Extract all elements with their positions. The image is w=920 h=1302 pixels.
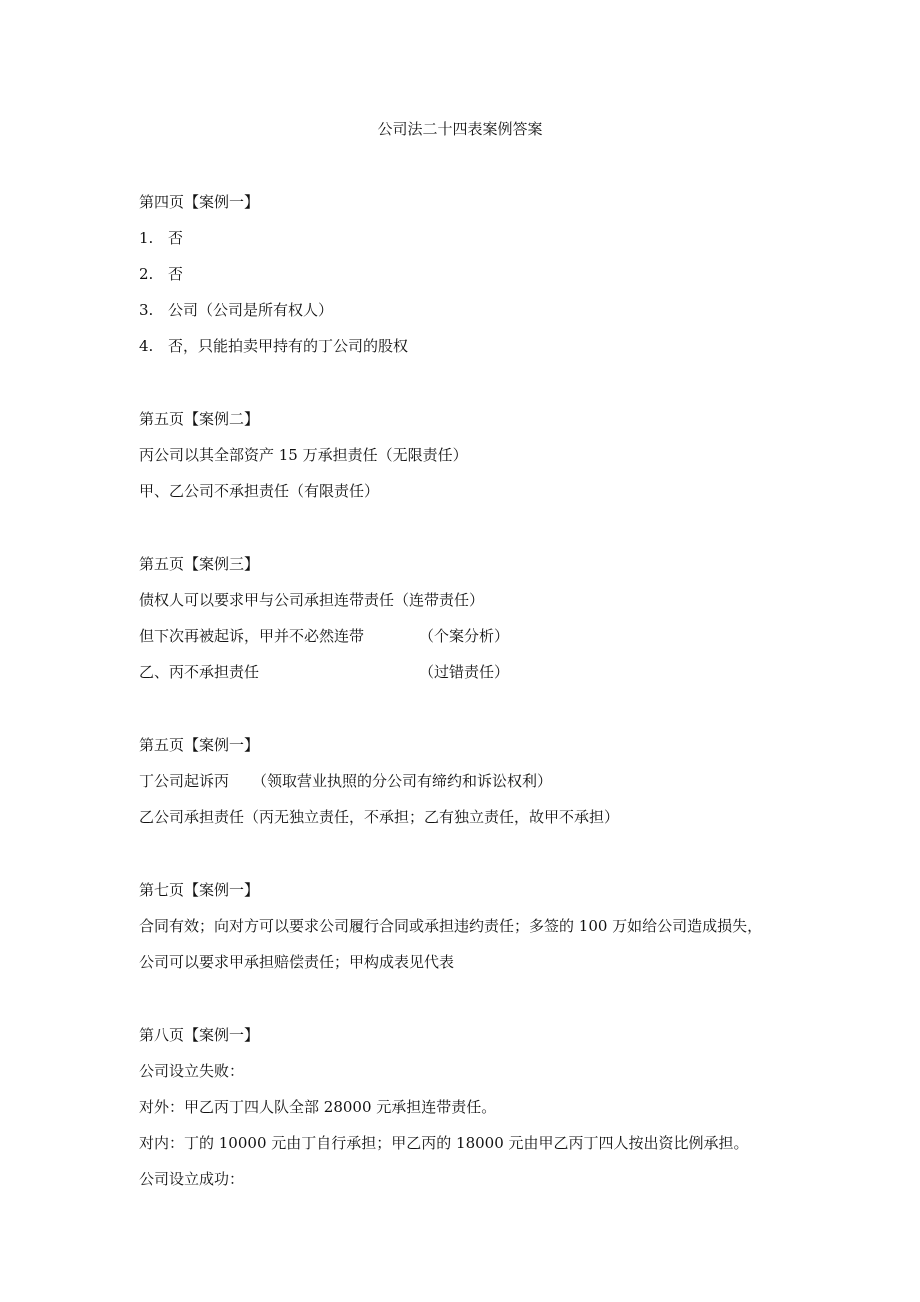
answer-line: 公司可以要求甲承担赔偿责任；甲构成表见代表 [139, 953, 455, 971]
answer-line: 乙公司承担责任（丙无独立责任，不承担；乙有独立责任，故甲不承担） [139, 808, 620, 826]
answer-line: 丁公司起诉丙 [139, 772, 230, 790]
item-number: 1. [139, 229, 154, 247]
item-text: 否 [168, 229, 184, 247]
answer-line: 甲、乙公司不承担责任（有限责任） [139, 482, 380, 500]
answer-note: （个案分析） [419, 627, 510, 645]
case-heading: 第五页【案例二】 [139, 410, 260, 428]
case-heading: 第四页【案例一】 [139, 193, 260, 211]
answer-item [139, 299, 333, 321]
case-heading: 第八页【案例一】 [139, 1026, 260, 1044]
answer-item [139, 335, 408, 357]
item-text: 公司（公司是所有权人） [168, 301, 334, 319]
document-title: 公司法二十四表案例答案 [377, 120, 543, 138]
answer-line: 乙、丙不承担责任 [139, 663, 260, 681]
answer-line: 合同有效；向对方可以要求公司履行合同或承担违约责任；多签的 100 万如给公司造成损失， [139, 917, 763, 935]
case-heading: 第五页【案例一】 [139, 736, 260, 754]
item-text: 否 [168, 265, 184, 283]
answer-note: （领取营业执照的分公司有缔约和诉讼权利） [252, 772, 553, 790]
item-number: 2. [139, 265, 154, 283]
item-text: 否，只能拍卖甲持有的丁公司的股权 [168, 337, 409, 355]
answer-item [139, 263, 183, 285]
answer-note: （过错责任） [419, 663, 510, 681]
answer-line: 但下次再被起诉，甲并不必然连带 [139, 627, 365, 645]
answer-line: 公司设立成功： [139, 1170, 245, 1188]
item-number: 4. [139, 337, 154, 355]
answer-item [139, 227, 183, 249]
case-heading: 第五页【案例三】 [139, 555, 260, 573]
case-heading: 第七页【案例一】 [139, 881, 260, 899]
answer-line: 对外：甲乙丙丁四人队全部 28000 元承担连带责任。 [139, 1098, 497, 1116]
item-number: 3. [139, 301, 154, 319]
answer-line: 公司设立失败： [139, 1062, 245, 1080]
answer-line: 对内：丁的 10000 元由丁自行承担；甲乙丙的 18000 元由甲乙丙丁四人按出资比例承担。 [139, 1134, 749, 1152]
answer-line: 丙公司以其全部资产 15 万承担责任（无限责任） [139, 446, 468, 464]
answer-line: 债权人可以要求甲与公司承担连带责任（连带责任） [139, 591, 485, 609]
